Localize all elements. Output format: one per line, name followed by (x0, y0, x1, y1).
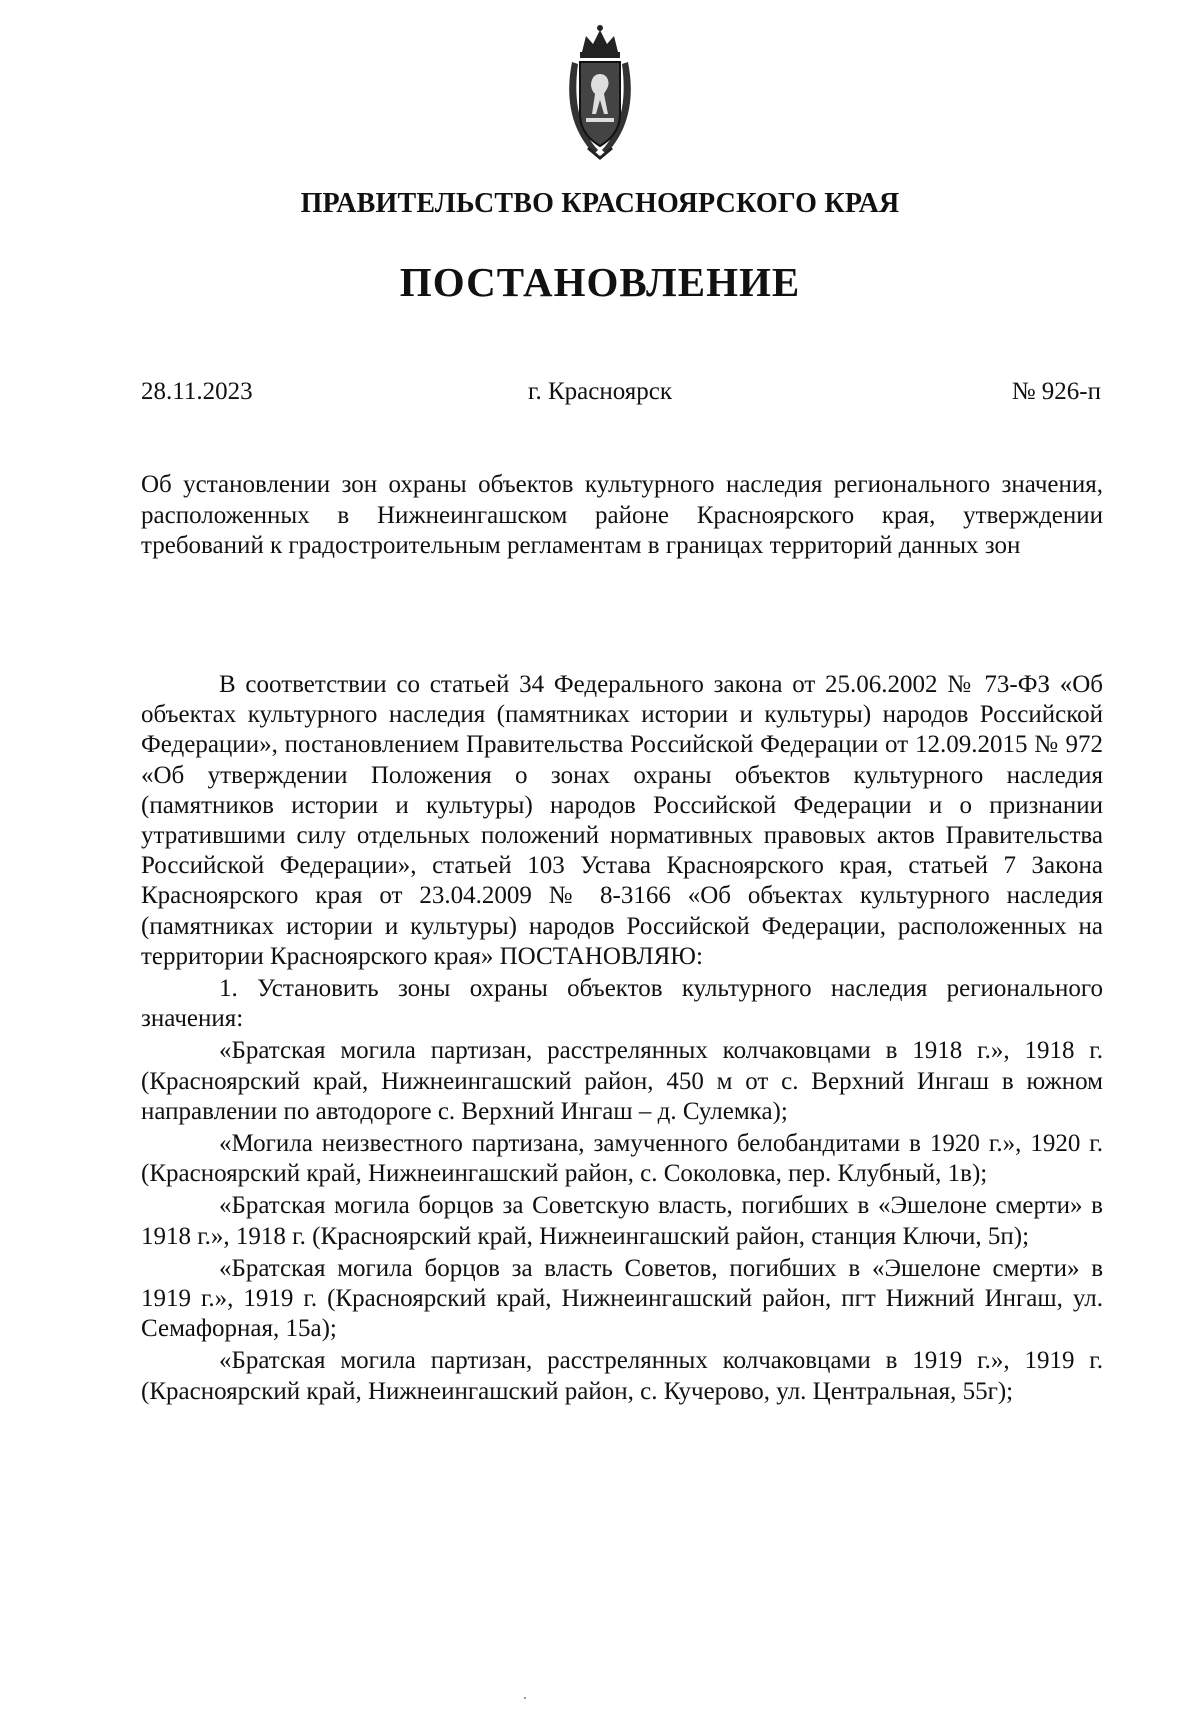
list-item: «Братская могила борцов за Советскую власть, погибших в «Эшелоне смерти» в 1918 г.», 1918 г. (Красноярский край, Нижнеингашский район, станция Ключи, 5п); (141, 1192, 1103, 1250)
document-type-title: ПОСТАНОВЛЕНИЕ (399, 259, 801, 305)
document-city: г. Красноярск (528, 378, 672, 405)
list-item: «Братская могила борцов за власть Советов, погибших в «Эшелоне смерти» в 1919 г.», 1919 г. (Красноярский край, Нижнеингашский район, пгт Нижний Ингаш, ул. Семафорная, 15а); (141, 1254, 1103, 1343)
preamble-paragraph: В соответствии со статьей 34 Федерального закона от 25.06.2002 № 73-ФЗ «Об объектах культурного наследия (памятниках истории и культуры) народов Российской Федерации», постановлением Правительства Российской Федерации от 12.09.2015 № 972 «Об утверждении Положения о зонах охраны объектов культурного наследия (памятников истории и культуры) народов Российской Федерации и о признании утратившими силу отдельных положений нормативных правовых актов Правительства Российской Федерации», статьей 103 Устава Красноярского края, статьей 7 Закона Красноярского края от 23.04.2009 № 8-3166 «Об объектах культурного наследия (памятниках истории и культуры) народов Российской Федерации, расположенных на территории Красноярского края» ПОСТАНОВЛЯЮ: (141, 671, 1103, 970)
document-body (141, 670, 1103, 1409)
list-item: «Братская могила партизан, расстрелянных колчаковцами в 1919 г.», 1919 г. (Красноярский край, Нижнеингашский район, с. Кучерово, ул. Центральная, 55г); (141, 1347, 1103, 1405)
page-mark (524, 1697, 526, 1699)
document-number: № 926-п (1011, 378, 1101, 405)
document-date: 28.11.2023 (141, 378, 253, 405)
document-subject: Об установлении зон охраны объектов культурного наследия регионального значения, расположенных в Нижнеингашском районе Красноярского края, утверждении требований к градостроительным регламентам в границах территорий данных зон (141, 471, 1103, 560)
coat-of-arms-icon (564, 22, 636, 162)
list-item: «Братская могила партизан, расстрелянных колчаковцами в 1918 г.», 1918 г. (Красноярский край, Нижнеингашский район, 450 м от с. Верхний Ингаш в южном направлении по автодороге с. Верхний Ингаш – д. Сулемка); (141, 1037, 1103, 1125)
clause-paragraph: 1. Установить зоны охраны объектов культурного наследия регионального значения: (141, 975, 1103, 1033)
organization-title: ПРАВИТЕЛЬСТВО КРАСНОЯРСКОГО КРАЯ (300, 188, 900, 219)
list-item: «Могила неизвестного партизана, замученного белобандитами в 1920 г.», 1920 г. (Красноярский край, Нижнеингашский район, с. Соколовка, пер. Клубный, 1в); (141, 1130, 1103, 1188)
